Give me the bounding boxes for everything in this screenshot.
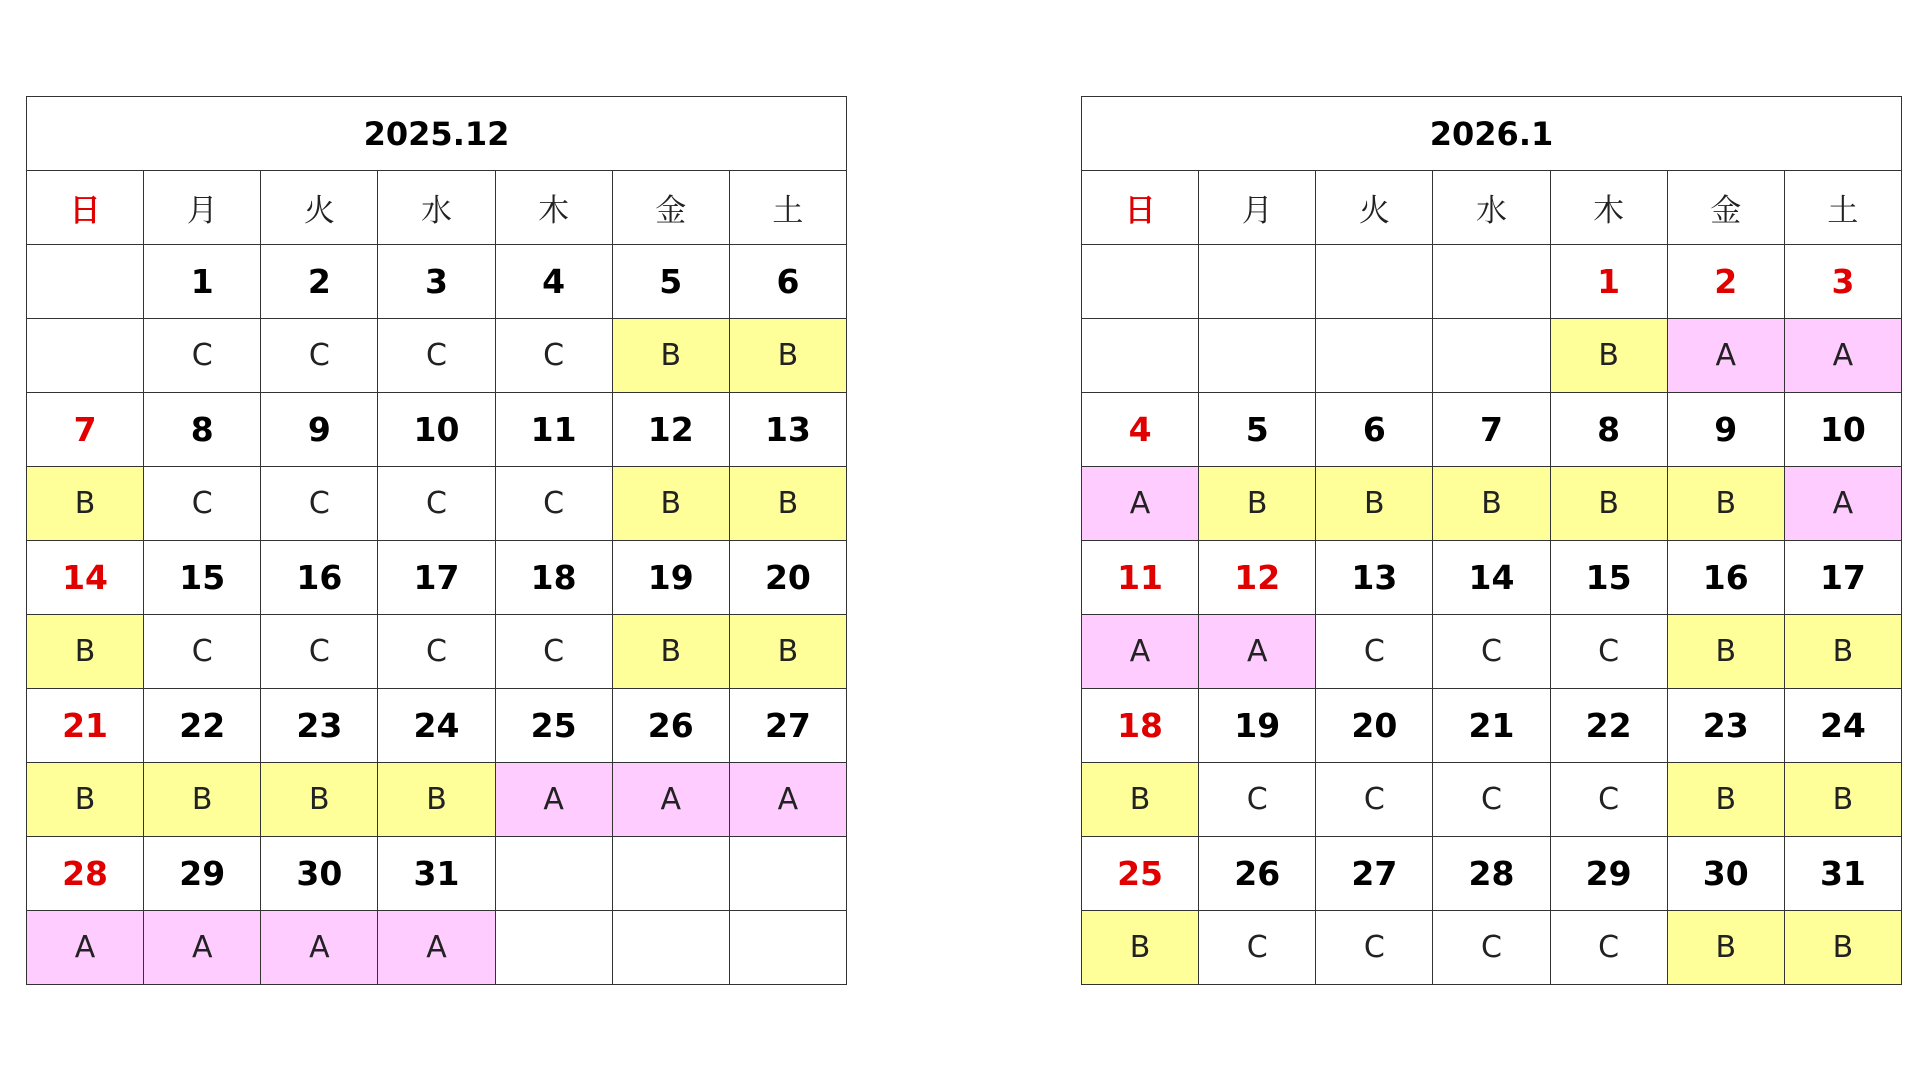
date-cell: 1 bbox=[144, 245, 261, 319]
grade-cell bbox=[1199, 319, 1316, 393]
grade-cell: B bbox=[1667, 467, 1784, 541]
grade-cell: A bbox=[1784, 467, 1901, 541]
grade-cell: C bbox=[1316, 911, 1433, 985]
grade-row bbox=[1082, 467, 1902, 541]
date-row bbox=[1082, 837, 1902, 911]
date-cell: 2 bbox=[1667, 245, 1784, 319]
date-cell: 30 bbox=[261, 837, 378, 911]
date-cell: 27 bbox=[729, 689, 846, 763]
grade-row bbox=[27, 615, 847, 689]
date-cell: 20 bbox=[729, 541, 846, 615]
date-cell: 18 bbox=[495, 541, 612, 615]
date-cell bbox=[27, 245, 144, 319]
date-cell: 26 bbox=[1199, 837, 1316, 911]
date-cell: 6 bbox=[729, 245, 846, 319]
grade-cell: C bbox=[495, 467, 612, 541]
grade-cell: A bbox=[612, 763, 729, 837]
date-row bbox=[1082, 393, 1902, 467]
grade-cell: A bbox=[1199, 615, 1316, 689]
grade-cell bbox=[495, 911, 612, 985]
date-cell: 19 bbox=[612, 541, 729, 615]
date-cell: 20 bbox=[1316, 689, 1433, 763]
grade-cell: B bbox=[612, 319, 729, 393]
date-cell: 21 bbox=[27, 689, 144, 763]
grade-cell: C bbox=[1433, 763, 1550, 837]
date-row bbox=[27, 541, 847, 615]
date-cell: 10 bbox=[378, 393, 495, 467]
date-row bbox=[27, 689, 847, 763]
grade-cell: B bbox=[27, 615, 144, 689]
grade-cell: C bbox=[1550, 615, 1667, 689]
grade-cell: B bbox=[144, 763, 261, 837]
grade-cell: A bbox=[1667, 319, 1784, 393]
grade-cell bbox=[1082, 319, 1199, 393]
weekday-header: 土 bbox=[1784, 171, 1901, 245]
date-row bbox=[1082, 689, 1902, 763]
grade-cell: C bbox=[1550, 911, 1667, 985]
date-cell: 3 bbox=[378, 245, 495, 319]
date-cell: 30 bbox=[1667, 837, 1784, 911]
date-cell: 6 bbox=[1316, 393, 1433, 467]
date-cell bbox=[1199, 245, 1316, 319]
date-row bbox=[27, 393, 847, 467]
grade-cell: B bbox=[729, 467, 846, 541]
date-cell bbox=[495, 837, 612, 911]
date-cell: 13 bbox=[1316, 541, 1433, 615]
grade-cell: A bbox=[261, 911, 378, 985]
date-cell: 7 bbox=[1433, 393, 1550, 467]
grade-cell: B bbox=[378, 763, 495, 837]
grade-row bbox=[1082, 319, 1902, 393]
date-cell: 17 bbox=[1784, 541, 1901, 615]
date-cell: 10 bbox=[1784, 393, 1901, 467]
grade-cell: A bbox=[729, 763, 846, 837]
grade-row bbox=[1082, 911, 1902, 985]
date-cell: 4 bbox=[1082, 393, 1199, 467]
date-cell bbox=[1433, 245, 1550, 319]
grade-cell: C bbox=[1433, 615, 1550, 689]
date-cell: 11 bbox=[1082, 541, 1199, 615]
grade-cell: B bbox=[1784, 763, 1901, 837]
weekday-header-row bbox=[27, 171, 847, 245]
date-cell: 28 bbox=[27, 837, 144, 911]
calendar-december-2025 bbox=[26, 96, 847, 985]
date-cell: 18 bbox=[1082, 689, 1199, 763]
date-cell: 9 bbox=[1667, 393, 1784, 467]
weekday-header: 金 bbox=[612, 171, 729, 245]
grade-row bbox=[27, 911, 847, 985]
weekday-header: 日 bbox=[1082, 171, 1199, 245]
date-cell: 9 bbox=[261, 393, 378, 467]
date-cell: 23 bbox=[1667, 689, 1784, 763]
calendar-month-title: 2025.12 bbox=[27, 97, 847, 171]
date-cell: 8 bbox=[144, 393, 261, 467]
grade-cell: B bbox=[261, 763, 378, 837]
grade-cell: B bbox=[1199, 467, 1316, 541]
calendar-title-row bbox=[1082, 97, 1902, 171]
grade-cell: A bbox=[1784, 319, 1901, 393]
date-cell: 3 bbox=[1784, 245, 1901, 319]
date-cell bbox=[1316, 245, 1433, 319]
date-cell: 5 bbox=[1199, 393, 1316, 467]
date-cell: 22 bbox=[144, 689, 261, 763]
weekday-header: 木 bbox=[1550, 171, 1667, 245]
date-cell: 23 bbox=[261, 689, 378, 763]
weekday-header-row bbox=[1082, 171, 1902, 245]
grade-cell: C bbox=[1199, 763, 1316, 837]
date-cell: 29 bbox=[144, 837, 261, 911]
date-cell: 17 bbox=[378, 541, 495, 615]
date-cell: 11 bbox=[495, 393, 612, 467]
date-row bbox=[1082, 245, 1902, 319]
date-row bbox=[27, 245, 847, 319]
weekday-header: 月 bbox=[1199, 171, 1316, 245]
weekday-header: 金 bbox=[1667, 171, 1784, 245]
grade-cell: C bbox=[144, 467, 261, 541]
date-cell: 21 bbox=[1433, 689, 1550, 763]
grade-row bbox=[1082, 763, 1902, 837]
grade-cell: A bbox=[144, 911, 261, 985]
date-cell: 28 bbox=[1433, 837, 1550, 911]
grade-cell: B bbox=[27, 763, 144, 837]
date-cell: 25 bbox=[495, 689, 612, 763]
weekday-header: 土 bbox=[729, 171, 846, 245]
date-cell: 25 bbox=[1082, 837, 1199, 911]
grade-cell: A bbox=[1082, 615, 1199, 689]
date-cell: 15 bbox=[144, 541, 261, 615]
grade-cell: B bbox=[1550, 319, 1667, 393]
weekday-header: 木 bbox=[495, 171, 612, 245]
grade-row bbox=[27, 763, 847, 837]
date-cell: 8 bbox=[1550, 393, 1667, 467]
grade-cell: B bbox=[1667, 763, 1784, 837]
grade-cell: B bbox=[1784, 911, 1901, 985]
weekday-header: 水 bbox=[378, 171, 495, 245]
grade-row bbox=[1082, 615, 1902, 689]
grade-cell: C bbox=[261, 467, 378, 541]
grade-cell: C bbox=[144, 615, 261, 689]
date-cell: 31 bbox=[1784, 837, 1901, 911]
grade-cell: C bbox=[1316, 763, 1433, 837]
grade-cell: C bbox=[261, 319, 378, 393]
grade-cell: B bbox=[612, 467, 729, 541]
grade-cell: C bbox=[378, 319, 495, 393]
grade-cell: B bbox=[1433, 467, 1550, 541]
date-cell bbox=[1082, 245, 1199, 319]
date-cell: 27 bbox=[1316, 837, 1433, 911]
weekday-header: 火 bbox=[261, 171, 378, 245]
grade-cell: B bbox=[1082, 763, 1199, 837]
grade-cell: C bbox=[495, 319, 612, 393]
weekday-header: 水 bbox=[1433, 171, 1550, 245]
grade-cell: B bbox=[1667, 615, 1784, 689]
grade-row bbox=[27, 319, 847, 393]
grade-cell bbox=[1316, 319, 1433, 393]
date-cell: 1 bbox=[1550, 245, 1667, 319]
grade-cell bbox=[729, 911, 846, 985]
weekday-header: 日 bbox=[27, 171, 144, 245]
grade-cell: C bbox=[1550, 763, 1667, 837]
grade-cell: B bbox=[612, 615, 729, 689]
grade-row bbox=[27, 467, 847, 541]
calendar-january-2026 bbox=[1081, 96, 1902, 985]
date-cell: 14 bbox=[1433, 541, 1550, 615]
date-cell: 14 bbox=[27, 541, 144, 615]
date-cell: 26 bbox=[612, 689, 729, 763]
date-row bbox=[27, 837, 847, 911]
date-cell: 5 bbox=[612, 245, 729, 319]
date-row bbox=[1082, 541, 1902, 615]
grade-cell: A bbox=[378, 911, 495, 985]
date-cell: 19 bbox=[1199, 689, 1316, 763]
grade-cell bbox=[612, 911, 729, 985]
date-cell: 16 bbox=[1667, 541, 1784, 615]
date-cell: 24 bbox=[378, 689, 495, 763]
grade-cell: B bbox=[729, 615, 846, 689]
date-cell: 4 bbox=[495, 245, 612, 319]
calendar-title-row bbox=[27, 97, 847, 171]
date-cell: 2 bbox=[261, 245, 378, 319]
grade-cell: B bbox=[1550, 467, 1667, 541]
weekday-header: 月 bbox=[144, 171, 261, 245]
calendar-month-title: 2026.1 bbox=[1082, 97, 1902, 171]
grade-cell: C bbox=[378, 615, 495, 689]
date-cell: 12 bbox=[612, 393, 729, 467]
date-cell: 31 bbox=[378, 837, 495, 911]
grade-cell: C bbox=[378, 467, 495, 541]
grade-cell: A bbox=[1082, 467, 1199, 541]
grade-cell: C bbox=[261, 615, 378, 689]
grade-cell: B bbox=[1316, 467, 1433, 541]
date-cell: 22 bbox=[1550, 689, 1667, 763]
grade-cell bbox=[27, 319, 144, 393]
date-cell: 13 bbox=[729, 393, 846, 467]
date-cell: 12 bbox=[1199, 541, 1316, 615]
date-cell: 24 bbox=[1784, 689, 1901, 763]
date-cell: 15 bbox=[1550, 541, 1667, 615]
grade-cell: A bbox=[27, 911, 144, 985]
date-cell: 29 bbox=[1550, 837, 1667, 911]
grade-cell: A bbox=[495, 763, 612, 837]
grade-cell: B bbox=[1082, 911, 1199, 985]
grade-cell: C bbox=[1433, 911, 1550, 985]
grade-cell: B bbox=[27, 467, 144, 541]
grade-cell bbox=[1433, 319, 1550, 393]
grade-cell: B bbox=[729, 319, 846, 393]
grade-cell: C bbox=[144, 319, 261, 393]
grade-cell: C bbox=[495, 615, 612, 689]
date-cell: 16 bbox=[261, 541, 378, 615]
grade-cell: C bbox=[1316, 615, 1433, 689]
weekday-header: 火 bbox=[1316, 171, 1433, 245]
grade-cell: C bbox=[1199, 911, 1316, 985]
date-cell bbox=[729, 837, 846, 911]
date-cell bbox=[612, 837, 729, 911]
date-cell: 7 bbox=[27, 393, 144, 467]
grade-cell: B bbox=[1667, 911, 1784, 985]
grade-cell: B bbox=[1784, 615, 1901, 689]
